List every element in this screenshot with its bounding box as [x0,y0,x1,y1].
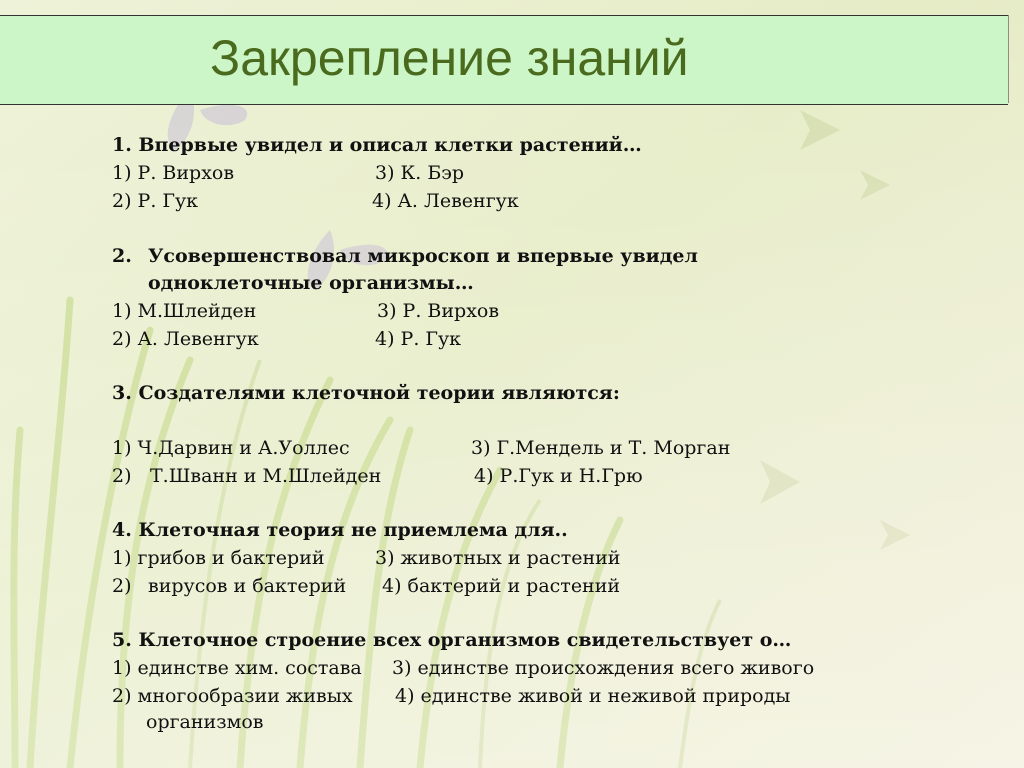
q3-option-2-number: 2) [112,465,132,487]
q2-option-4: 4) Р. Гук [375,328,462,350]
q5-option-3: 3) единстве происхождения всего живого [392,657,815,679]
q3-option-2: Т.Шванн и М.Шлейден [150,465,382,487]
q1-option-2: 2) Р. Гук [112,190,199,212]
question-2-line-1: Усовершенствовал микроскоп и впервые увидел [148,245,698,267]
q5-option-4: 4) единстве живой и неживой природы [395,685,791,707]
question-4: 4. Клеточная теория не приемлема для.. [112,519,568,541]
q4-option-2: вирусов и бактерий [148,575,347,597]
question-3: 3. Создателями клеточной теории являются: [112,382,620,404]
question-2-number: 2. [112,245,132,267]
q1-option-1: 1) Р. Вирхов [112,162,235,184]
q3-option-4: 4) Р.Гук и Н.Грю [474,465,643,487]
q4-option-4: 4) бактерий и растений [382,575,621,597]
q2-option-2: 2) А. Левенгук [112,328,259,350]
q4-option-2-number: 2) [112,575,132,597]
question-1: 1. Впервые увидел и описал клетки растений… [112,134,642,156]
q5-option-2-continued: организмов [146,711,264,733]
slide-title: Закрепление знаний [210,30,689,86]
q3-option-1: 1) Ч.Дарвин и А.Уоллес [112,437,350,459]
question-2-line-2: одноклеточные организмы… [148,272,474,294]
q4-option-3: 3) животных и растений [375,547,621,569]
q5-option-1: 1) единстве хим. состава [112,657,362,679]
q2-option-1: 1) М.Шлейден [112,300,257,322]
q1-option-4: 4) А. Левенгук [372,190,519,212]
q1-option-3: 3) К. Бэр [375,162,465,184]
q5-option-2: 2) многообразии живых [112,685,353,707]
q3-option-3: 3) Г.Мендель и Т. Морган [471,437,731,459]
q2-option-3: 3) Р. Вирхов [377,300,500,322]
q4-option-1: 1) грибов и бактерий [112,547,325,569]
question-5: 5. Клеточное строение всех организмов свидетельствует о… [112,629,792,651]
